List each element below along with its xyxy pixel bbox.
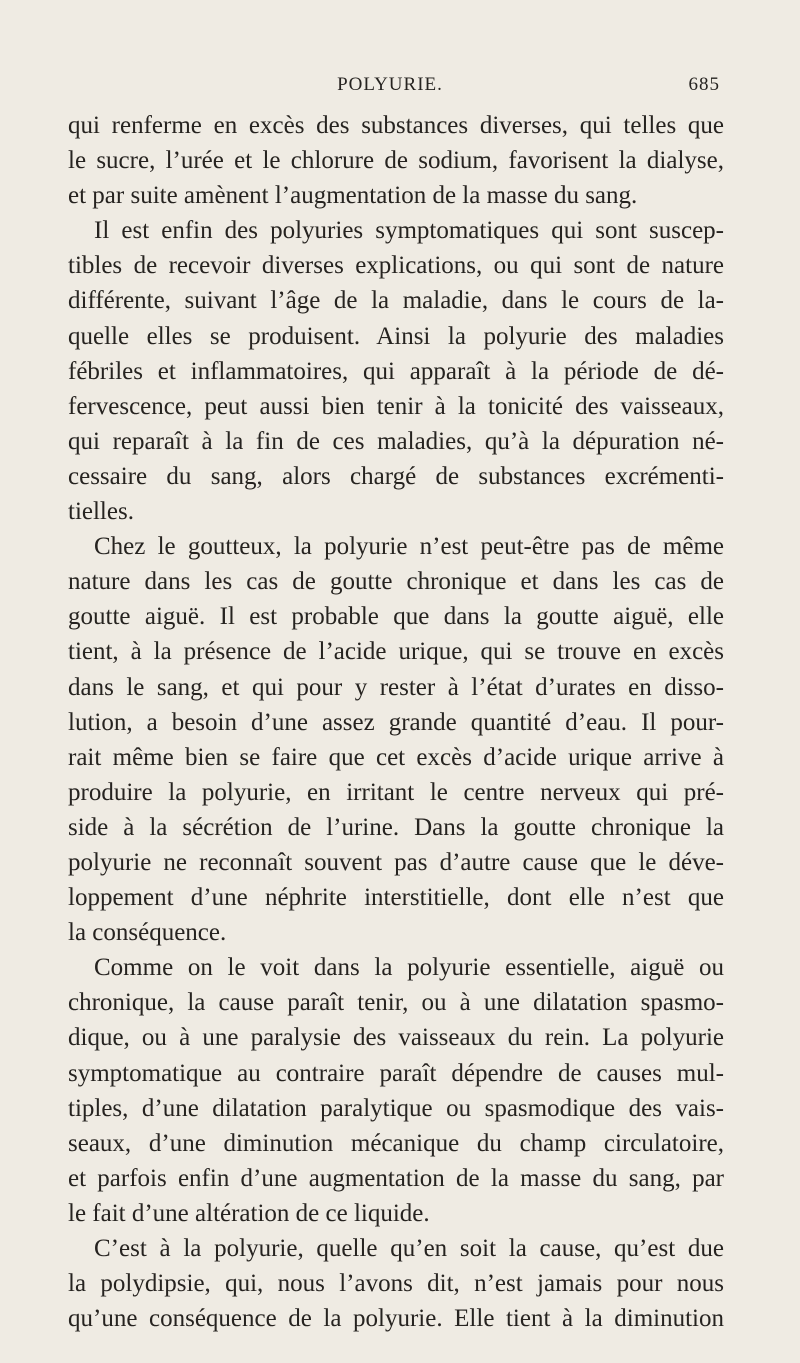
text-line: cessaire du sang, alors chargé de substances excrémenti- — [68, 462, 724, 490]
text-line: et parfois enfin d’une augmentation de la masse du sang, par — [68, 1164, 724, 1192]
text-line: quelle elles se produisent. Ainsi la polyurie des maladies — [68, 322, 724, 350]
page-number: 685 — [688, 74, 720, 95]
text-line: produire la polyurie, en irritant le centre nerveux qui pré- — [68, 778, 724, 806]
text-line: la conséquence. — [68, 919, 227, 947]
text-line: goutte aiguë. Il est probable que dans la goutte aiguë, elle — [68, 603, 724, 631]
text-line: dique, ou à une paralysie des vaisseaux du rein. La polyurie — [68, 1024, 724, 1052]
text-line: seaux, d’une diminution mécanique du champ circulatoire, — [68, 1129, 724, 1157]
text-line: qu’une conséquence de la polyurie. Elle tient à la diminution — [68, 1305, 724, 1333]
text-line: lution, a besoin d’une assez grande quantité d’eau. Il pour- — [68, 708, 724, 736]
text-line: C’est à la polyurie, quelle qu’en soit la cause, qu’est due — [94, 1235, 724, 1262]
text-line: dans le sang, et qui pour y rester à l’état d’urates en disso- — [68, 673, 724, 701]
running-head — [60, 74, 720, 102]
text-line: le fait d’une altération de ce liquide. — [68, 1199, 430, 1227]
text-line: qui renferme en excès des substances diverses, qui telles que — [68, 112, 724, 139]
running-title: POLYURIE. — [337, 74, 443, 95]
text-line: fervescence, peut aussi bien tenir à la tonicité des vaisseaux, — [68, 392, 724, 420]
text-line: symptomatique au contraire paraît dépendre de causes mul- — [68, 1059, 724, 1087]
text-line: chronique, la cause paraît tenir, ou à une dilatation spasmo- — [68, 989, 724, 1017]
text-line: loppement d’une néphrite interstitielle, dont elle n’est que — [68, 884, 724, 912]
text-line: tibles de recevoir diverses explications, ou qui sont de nature — [68, 252, 724, 280]
text-line: rait même bien se faire que cet excès d’acide urique arrive à — [68, 743, 724, 771]
text-line: la polydipsie, qui, nous l’avons dit, n’est jamais pour nous — [68, 1270, 724, 1298]
text-line: tielles. — [68, 498, 134, 526]
text-line: nature dans les cas de goutte chronique et dans les cas de — [68, 568, 724, 596]
text-line: tiples, d’une dilatation paralytique ou spasmodique des vais- — [68, 1094, 724, 1122]
text-line: Il est enfin des polyuries symptomatiques qui sont suscep- — [94, 217, 724, 245]
text-line: Comme on le voit dans la polyurie essentielle, aiguë ou — [94, 954, 724, 982]
text-line: et par suite amènent l’augmentation de la masse du sang. — [68, 182, 638, 210]
text-line: qui reparaît à la fin de ces maladies, qu’à la dépuration né- — [68, 427, 724, 455]
text-line: tient, à la présence de l’acide urique, qui se trouve en excès — [68, 638, 724, 666]
text-line: le sucre, l’urée et le chlorure de sodium, favorisent la dialyse, — [68, 147, 724, 175]
body-text — [68, 108, 724, 1336]
text-line: polyurie ne reconnaît souvent pas d’autre cause que le déve- — [68, 848, 724, 876]
text-line: fébriles et inflammatoires, qui apparaît à la période de dé- — [68, 357, 724, 385]
text-line: différente, suivant l’âge de la maladie, dans le cours de la- — [68, 287, 724, 315]
text-line: side à la sécrétion de l’urine. Dans la goutte chronique la — [68, 813, 724, 841]
text-line: Chez le goutteux, la polyurie n’est peut-être pas de même — [94, 533, 724, 561]
